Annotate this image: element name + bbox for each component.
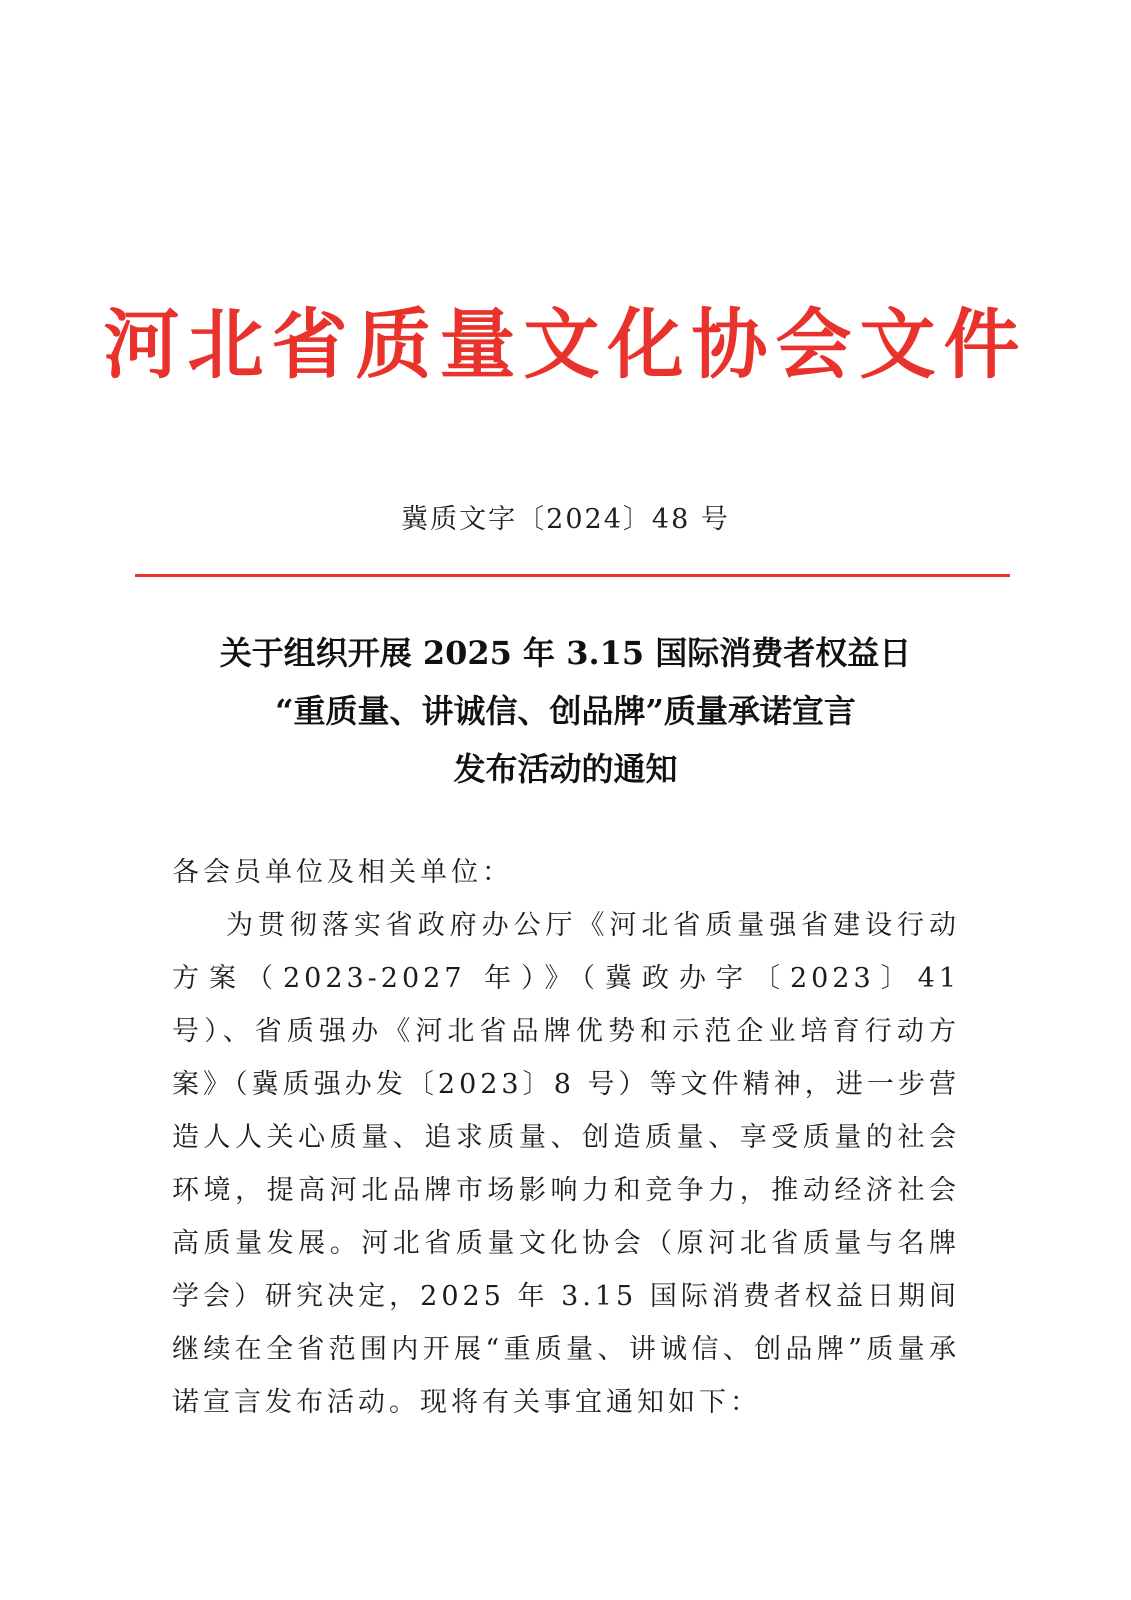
notice-body bbox=[172, 846, 960, 1429]
document-number: 冀质文字〔2024〕48 号 bbox=[401, 504, 730, 535]
notice-title-line-3: 发布活动的通知 bbox=[453, 750, 678, 788]
organization-title: 河北省质量文化协会文件 bbox=[103, 300, 1028, 389]
notice-title-line-1: 关于组织开展 2025 年 3.15 国际消费者权益日 bbox=[219, 634, 912, 672]
red-divider bbox=[135, 574, 1010, 577]
body-paragraph: 为贯彻落实省政府办公厅《河北省质量强省建设行动方案（2023-2027 年）》（冀政办字〔2023〕41 号）、省质强办《河北省品牌优势和示范企业培育行动方案》（冀质强办发〔2023〕8 号）等文件精神，进一步营造人人关心质量、追求质量、创造质量、享受质量的社会环境，提高河北品牌市场影响力和竞争力，推动经济社会高质量发展。河北省质量文化协会（原河北省质量与名牌学会）研究决定，2025 年 3.15 国际消费者权益日期间继续在全省范围内开展“重质量、讲诚信、创品牌”质量承诺宣言发布活动。现将有关事宜通知如下： bbox=[172, 910, 960, 1418]
salutation: 各会员单位及相关单位： bbox=[172, 857, 513, 888]
notice-title bbox=[0, 624, 1131, 798]
notice-title-line-2: “重质量、讲诚信、创品牌”质量承诺宣言 bbox=[275, 692, 856, 730]
